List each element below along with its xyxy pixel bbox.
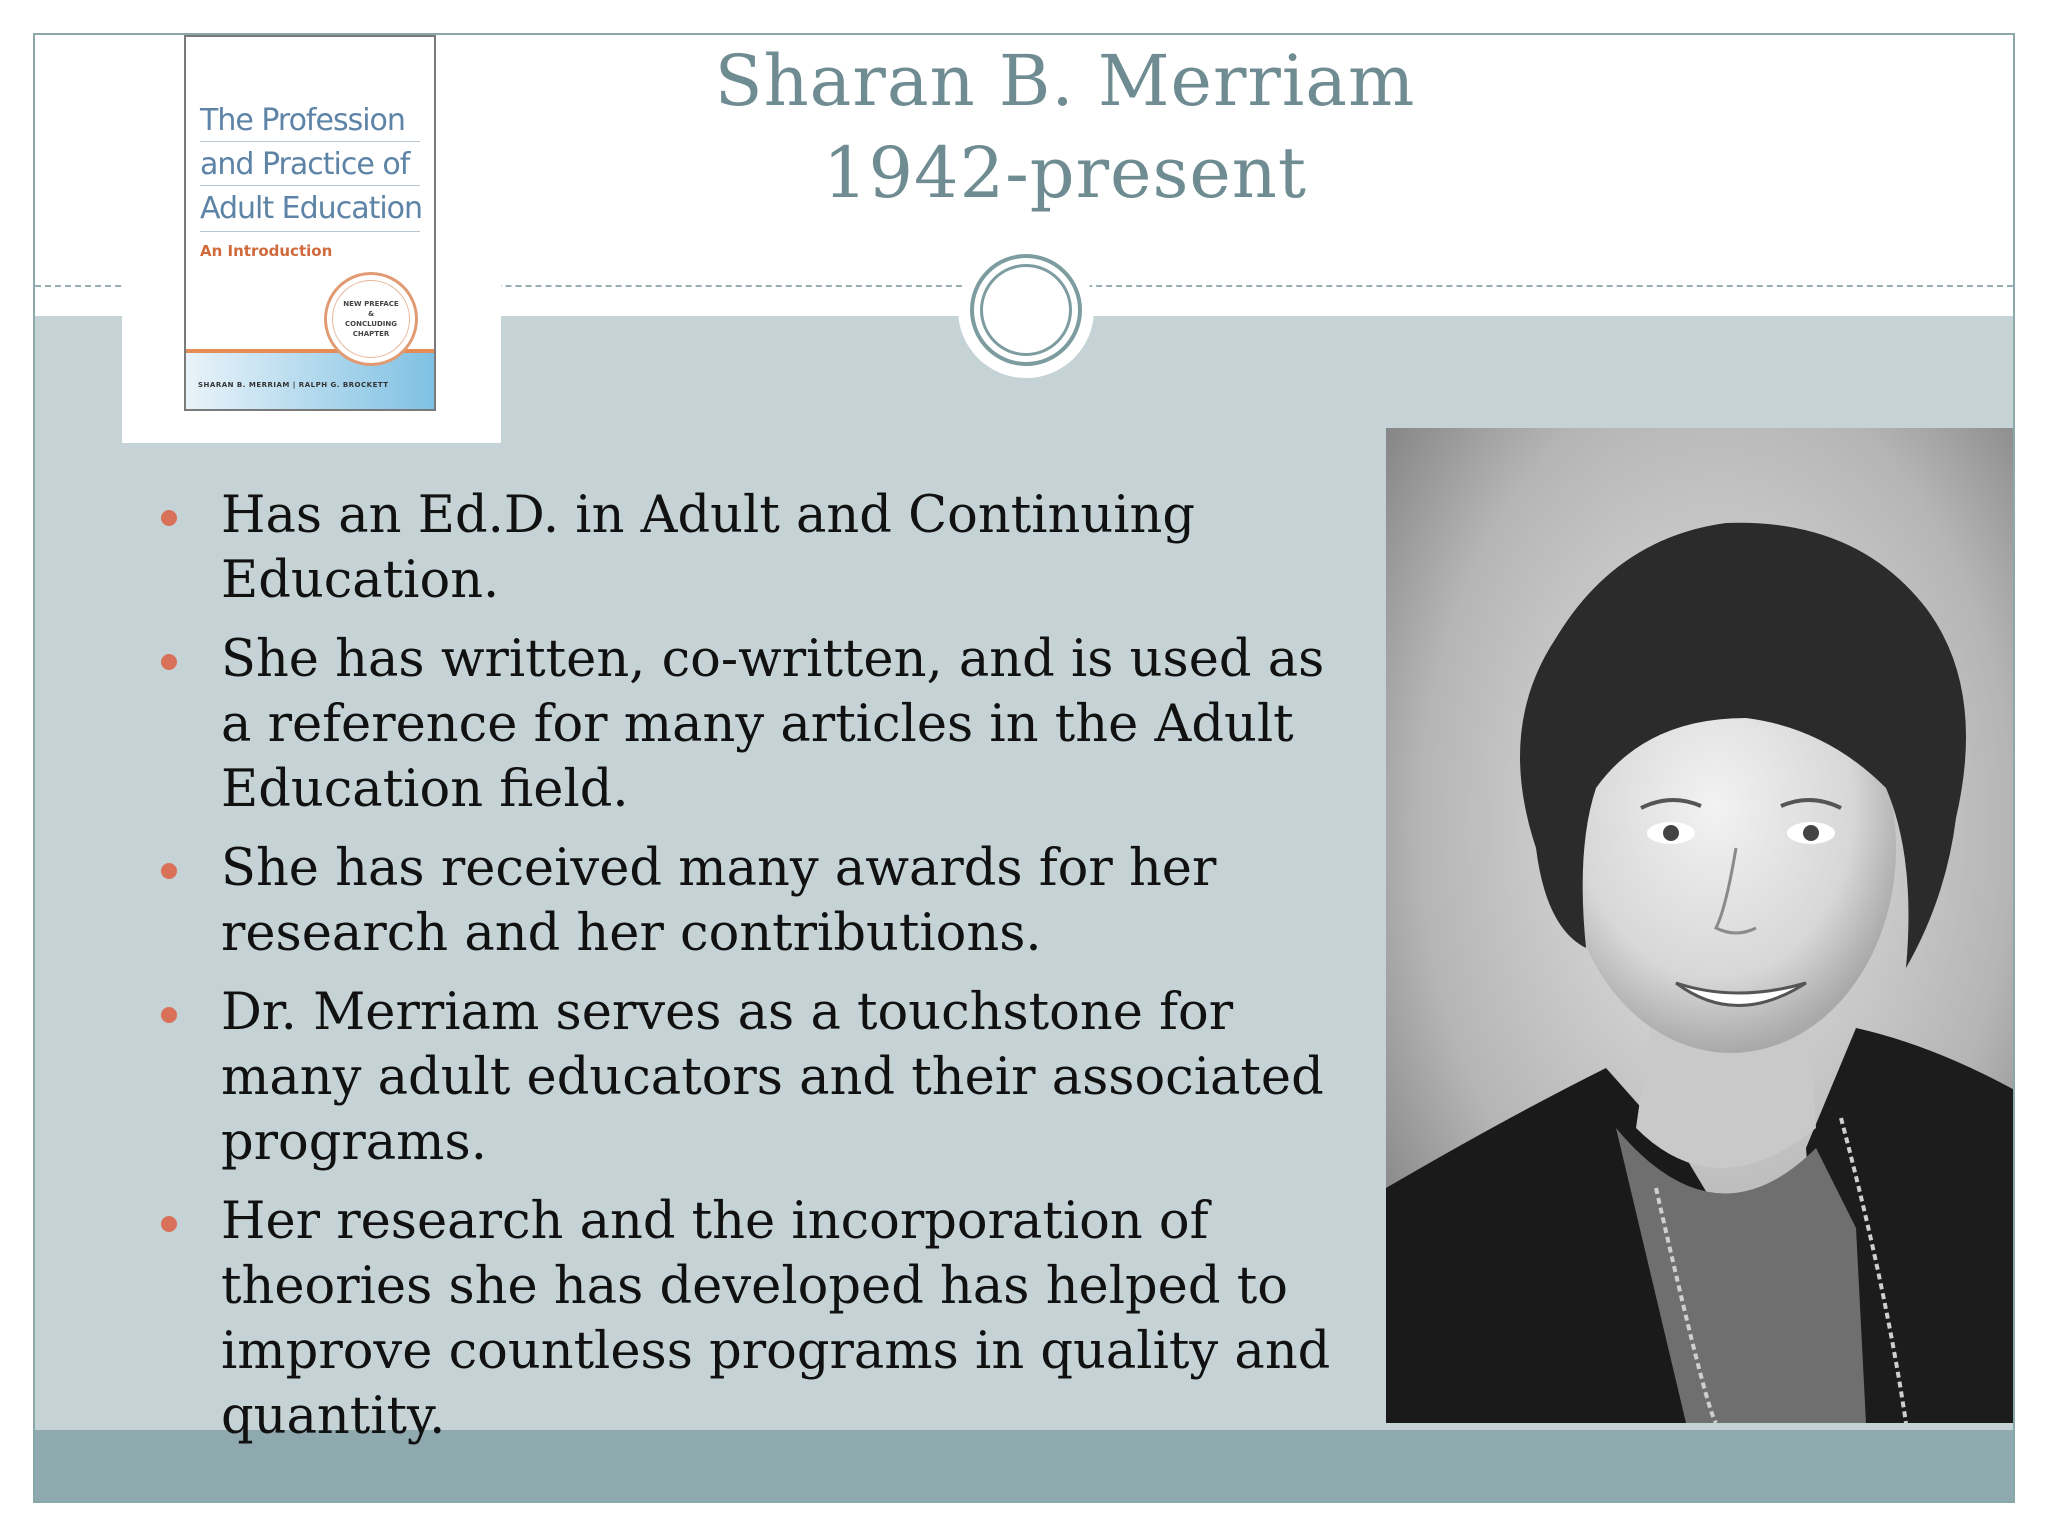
book-rule <box>200 231 420 232</box>
title-divider-ornament <box>958 242 1094 378</box>
book-seal-badge <box>324 272 418 366</box>
bullet-item <box>155 1189 1345 1449</box>
bullet-dot-icon <box>161 863 177 879</box>
book-seal-text: NEW PREFACE & CONCLUDING CHAPTER <box>343 300 399 338</box>
title-years: 1942-present <box>822 132 1308 214</box>
title-name: Sharan B. Merriam <box>714 40 1416 122</box>
book-cover-image <box>184 35 436 411</box>
double-circle-icon <box>970 254 1082 366</box>
book-title-line: The Profession <box>200 103 405 138</box>
book-authors: SHARAN B. MERRIAM | RALPH G. BROCKETT <box>198 381 389 389</box>
bullet-item <box>155 627 1345 822</box>
bullet-item <box>155 483 1345 613</box>
book-rule <box>200 141 420 142</box>
book-rule <box>200 185 420 186</box>
book-title-line: Adult Education <box>200 191 423 226</box>
bullet-text: Has an Ed.D. in Adult and Continuing Education. <box>221 486 1196 610</box>
bullet-text: She has written, co-written, and is used as a reference for many articles in the Adult Education field. <box>221 630 1325 819</box>
bullet-item <box>155 836 1345 966</box>
slide-frame <box>33 33 2015 1503</box>
bullet-dot-icon <box>161 1007 177 1023</box>
book-title-line: and Practice of <box>200 147 410 182</box>
bullet-dot-icon <box>161 654 177 670</box>
portrait-photo <box>1386 428 2015 1423</box>
bullet-text: She has received many awards for her research and her contributions. <box>221 839 1217 963</box>
bullet-text: Dr. Merriam serves as a touchstone for many adult educators and their associated programs. <box>221 983 1324 1172</box>
bullet-item <box>155 980 1345 1175</box>
book-cover-panel <box>122 35 501 443</box>
bullet-dot-icon <box>161 510 177 526</box>
portrait-photo-icon <box>1386 428 2015 1423</box>
slide-title <box>635 35 1495 219</box>
bullet-text: Her research and the incorporation of theories she has developed has helped to improve countless programs in quality and quantity. <box>221 1192 1331 1446</box>
book-subtitle: An Introduction <box>200 242 333 260</box>
bullet-dot-icon <box>161 1216 177 1232</box>
bullet-list <box>155 483 1345 1463</box>
